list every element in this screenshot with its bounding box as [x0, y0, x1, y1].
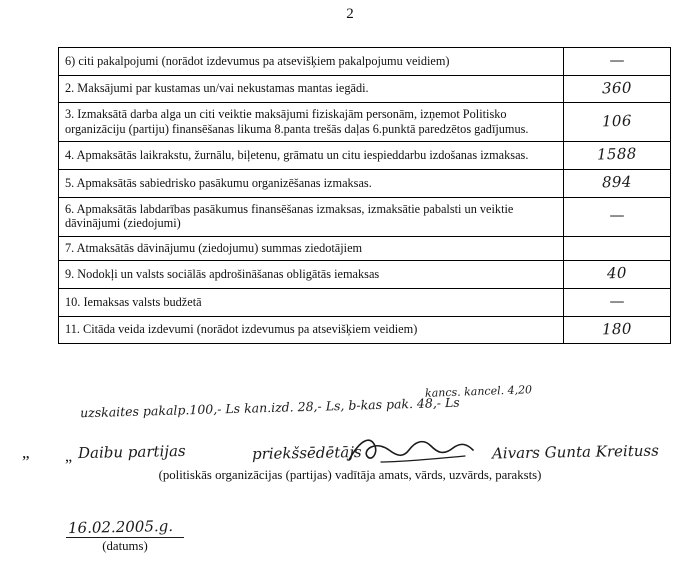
- amount-value: 894: [601, 172, 633, 192]
- amount-value: —: [609, 291, 625, 310]
- expense-amount: [564, 170, 671, 198]
- expense-description: 6) citi pakalpojumi (norādot izdevumus pa atsevišķiem pakalpojumu veidiem): [59, 48, 564, 76]
- expense-amount: [564, 103, 671, 142]
- signature-caption: (politiskās organizācijas (partijas) vadītāja amats, vārds, uzvārds, paraksts): [158, 468, 542, 482]
- expense-amount: [564, 288, 671, 316]
- table-row: [59, 142, 671, 170]
- expense-amount: [564, 48, 671, 76]
- quote-mark-inner: „: [65, 448, 73, 465]
- expense-description: 3. Izmaksātā darba alga un citi veiktie maksājumi fiziskajām personām, izņemot Politisko organizāciju (partiju) finansēšanas likuma 8.panta trešās daļas 6.punktā paredzētos gadījumus.: [59, 103, 564, 142]
- expense-description: 9. Nodokļi un valsts sociālās apdrošināšanas obligātās iemaksas: [59, 261, 564, 289]
- expense-amount: [564, 316, 671, 344]
- date-caption: (datums): [102, 539, 148, 553]
- handwritten-note-below: uzskaites pakalp.100,- Ls kan.izd. 28,- Ls, b-kas pak. 48,- Ls: [79, 394, 460, 421]
- expense-amount: [564, 142, 671, 170]
- amount-value: 40: [606, 264, 628, 283]
- party-name-handwritten: Daibu partijas: [77, 441, 186, 463]
- date-underline: [66, 537, 184, 538]
- handwritten-note-right: kancs. kancel. 4,20: [424, 383, 533, 400]
- signature-icon: [345, 432, 475, 468]
- table-row: [59, 236, 671, 261]
- expense-amount: [564, 75, 671, 103]
- amount-value: 106: [601, 111, 633, 131]
- table-row: [59, 103, 671, 142]
- table-row: [59, 197, 671, 236]
- date-handwritten: 16.02.2005.g.: [67, 516, 174, 538]
- expense-description: 4. Apmaksātās laikrakstu, žurnālu, biļetenu, grāmatu un citu iespieddarbu izdošanas izmaksas.: [59, 142, 564, 170]
- expense-amount: [564, 236, 671, 261]
- quote-mark-left: „: [22, 443, 30, 462]
- table-row: [59, 170, 671, 198]
- amount-value: 360: [601, 78, 633, 98]
- table-row: [59, 261, 671, 289]
- amount-value: 180: [601, 319, 633, 338]
- signer-name-handwritten: Aivars Gunta Kreituss: [491, 441, 660, 463]
- page-number: 2: [346, 6, 354, 22]
- expense-description: 6. Apmaksātās labdarības pasākumus finansēšanas izmaksas, izmaksātie pabalsti un veiktie dāvinājumi (ziedojumi): [59, 197, 564, 236]
- amount-value: 1588: [596, 144, 638, 164]
- table-row: [59, 316, 671, 344]
- expense-amount: [564, 197, 671, 236]
- expense-description: 11. Citāda veida izdevumi (norādot izdevumus pa atsevišķiem veidiem): [59, 316, 564, 344]
- expense-description: 2. Maksājumi par kustamas un/vai nekustamas mantas iegādi.: [59, 75, 564, 103]
- amount-value: —: [609, 206, 625, 225]
- amount-value: —: [609, 51, 625, 69]
- expense-description: 5. Apmaksātās sabiedrisko pasākumu organizēšanas izmaksas.: [59, 170, 564, 198]
- table-row: [59, 288, 671, 316]
- expenses-table: [58, 47, 671, 344]
- role-handwritten: priekšsēdētājs: [251, 443, 362, 463]
- expense-description: 7. Atmaksātās dāvinājumu (ziedojumu) summas ziedotājiem: [59, 236, 564, 261]
- table-row: [59, 75, 671, 103]
- table-row: [59, 48, 671, 76]
- expense-amount: [564, 261, 671, 289]
- expense-description: 10. Iemaksas valsts budžetā: [59, 288, 564, 316]
